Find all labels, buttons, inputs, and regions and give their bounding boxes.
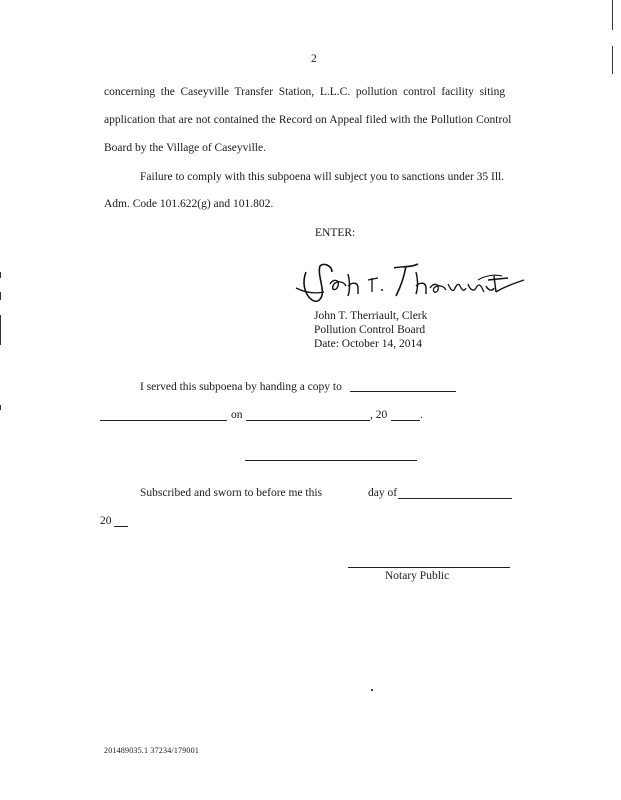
scan-mark-left-1 — [0, 272, 1, 278]
scan-mark-right-1 — [612, 0, 613, 30]
enter-label: ENTER: — [315, 227, 356, 239]
signature-date: Date: October 14, 2014 — [314, 338, 422, 350]
notary-label: Notary Public — [385, 570, 450, 582]
service-date-blank — [246, 420, 370, 421]
oath-year-blank — [114, 526, 128, 527]
body-line-2: application that are not contained the Record on Appeal filed with the Pollution Control — [104, 114, 512, 126]
service-year-prefix: , 20 — [370, 409, 388, 421]
service-year-blank — [391, 420, 420, 421]
scan-speck — [371, 689, 373, 691]
service-on-label: on — [231, 409, 243, 421]
oath-statement: Subscribed and sworn to before me this — [140, 487, 323, 499]
scan-mark-left-4 — [0, 405, 1, 410]
service-statement: I served this subpoena by handing a copy to — [140, 381, 342, 393]
scan-mark-left-3 — [0, 315, 1, 345]
signer-name: John T. Therriault, Clerk — [314, 310, 428, 322]
service-blank-1 — [100, 420, 227, 421]
server-signature-line — [245, 460, 417, 461]
body-line-5: Adm. Code 101.622(g) and 101.802. — [104, 198, 274, 210]
footer-doc-code: 201489035.1 37234/179001 — [104, 746, 200, 755]
body-line-3: Board by the Village of Caseyville. — [104, 142, 266, 154]
body-line-1: concerning the Caseyville Transfer Station, L.L.C. pollution control facility siting — [104, 86, 506, 98]
service-year-suffix: . — [420, 409, 423, 421]
oath-day-of: day of — [368, 487, 398, 499]
notary-signature-line — [348, 567, 510, 568]
page-number: 2 — [311, 53, 317, 65]
scan-mark-right-2 — [612, 46, 613, 74]
oath-year-prefix: 20 — [100, 515, 112, 527]
service-recipient-blank — [350, 391, 456, 392]
signer-office: Pollution Control Board — [314, 324, 426, 336]
body-line-4: Failure to comply with this subpoena will subject you to sanctions under 35 Ill. — [140, 171, 505, 183]
oath-month-blank — [398, 498, 512, 499]
scan-mark-left-2 — [0, 292, 1, 300]
